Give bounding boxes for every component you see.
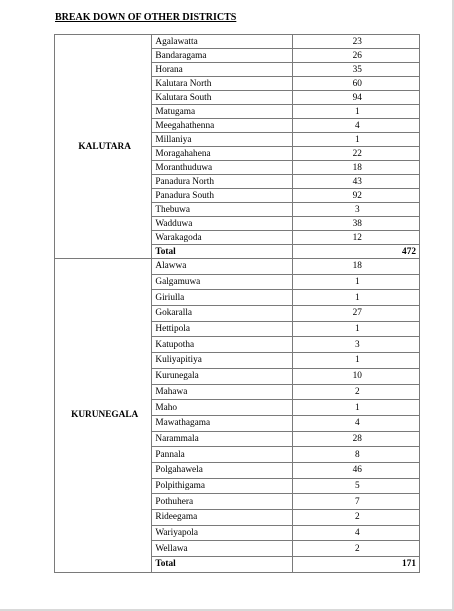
place-name: Kurunegala bbox=[152, 368, 292, 384]
place-name: Galgamuwa bbox=[152, 274, 292, 290]
place-name: Hettipola bbox=[152, 321, 292, 337]
place-name: Panadura North bbox=[152, 175, 292, 189]
place-name: Mawathagama bbox=[152, 415, 292, 431]
place-count: 2 bbox=[292, 510, 419, 526]
place-count: 94 bbox=[292, 91, 419, 105]
place-name: Wariyapola bbox=[152, 525, 292, 541]
place-name: Horana bbox=[152, 63, 292, 77]
place-name: Kalutara North bbox=[152, 77, 292, 91]
place-count: 35 bbox=[292, 63, 419, 77]
place-count: 3 bbox=[292, 203, 419, 217]
place-count: 4 bbox=[292, 525, 419, 541]
place-count: 7 bbox=[292, 494, 419, 510]
place-count: 4 bbox=[292, 415, 419, 431]
place-name: Panadura South bbox=[152, 189, 292, 203]
place-name: Mahawa bbox=[152, 384, 292, 400]
place-count: 10 bbox=[292, 368, 419, 384]
place-count: 4 bbox=[292, 119, 419, 133]
place-count: 60 bbox=[292, 77, 419, 91]
district-name: KALUTARA bbox=[55, 35, 152, 259]
place-name: Kuliyapitiya bbox=[152, 353, 292, 369]
district-name: KURUNEGALA bbox=[55, 259, 152, 573]
place-count: 46 bbox=[292, 462, 419, 478]
place-count: 1 bbox=[292, 321, 419, 337]
total-label: Total bbox=[152, 557, 292, 573]
place-name: Agalawatta bbox=[152, 35, 292, 49]
place-name: Wellawa bbox=[152, 541, 292, 557]
place-name: Gokaralla bbox=[152, 306, 292, 322]
place-name: Katupotha bbox=[152, 337, 292, 353]
district-breakdown-table bbox=[54, 34, 420, 573]
place-count: 28 bbox=[292, 431, 419, 447]
place-name: Narammala bbox=[152, 431, 292, 447]
place-count: 22 bbox=[292, 147, 419, 161]
place-count: 18 bbox=[292, 161, 419, 175]
place-count: 5 bbox=[292, 478, 419, 494]
place-count: 3 bbox=[292, 337, 419, 353]
place-name: Pothuhera bbox=[152, 494, 292, 510]
total-label: Total bbox=[152, 245, 292, 259]
place-count: 92 bbox=[292, 189, 419, 203]
place-count: 8 bbox=[292, 447, 419, 463]
place-name: Alawwa bbox=[152, 259, 292, 275]
place-name: Pannala bbox=[152, 447, 292, 463]
place-count: 2 bbox=[292, 541, 419, 557]
place-name: Maho bbox=[152, 400, 292, 416]
place-count: 12 bbox=[292, 231, 419, 245]
total-value: 171 bbox=[292, 557, 419, 573]
place-name: Giriulla bbox=[152, 290, 292, 306]
place-name: Millaniya bbox=[152, 133, 292, 147]
place-name: Rideegama bbox=[152, 510, 292, 526]
place-count: 38 bbox=[292, 217, 419, 231]
page-heading: BREAK DOWN OF OTHER DISTRICTS bbox=[55, 12, 237, 23]
place-name: Kalutara South bbox=[152, 91, 292, 105]
total-value: 472 bbox=[292, 245, 419, 259]
place-name: Moragahahena bbox=[152, 147, 292, 161]
place-count: 26 bbox=[292, 49, 419, 63]
place-name: Meegahathenna bbox=[152, 119, 292, 133]
place-count: 1 bbox=[292, 105, 419, 119]
place-name: Polgahawela bbox=[152, 462, 292, 478]
place-count: 1 bbox=[292, 290, 419, 306]
place-count: 18 bbox=[292, 259, 419, 275]
place-count: 1 bbox=[292, 133, 419, 147]
place-count: 2 bbox=[292, 384, 419, 400]
place-name: Thebuwa bbox=[152, 203, 292, 217]
place-count: 27 bbox=[292, 306, 419, 322]
place-name: Bandaragama bbox=[152, 49, 292, 63]
place-count: 1 bbox=[292, 274, 419, 290]
table-row bbox=[55, 259, 420, 275]
place-count: 23 bbox=[292, 35, 419, 49]
place-name: Polpithigama bbox=[152, 478, 292, 494]
place-count: 1 bbox=[292, 400, 419, 416]
place-count: 1 bbox=[292, 353, 419, 369]
table-row bbox=[55, 35, 420, 49]
place-name: Wadduwa bbox=[152, 217, 292, 231]
table-body bbox=[55, 35, 420, 573]
place-name: Moranthuduwa bbox=[152, 161, 292, 175]
place-count: 43 bbox=[292, 175, 419, 189]
place-name: Matugama bbox=[152, 105, 292, 119]
place-name: Warakagoda bbox=[152, 231, 292, 245]
